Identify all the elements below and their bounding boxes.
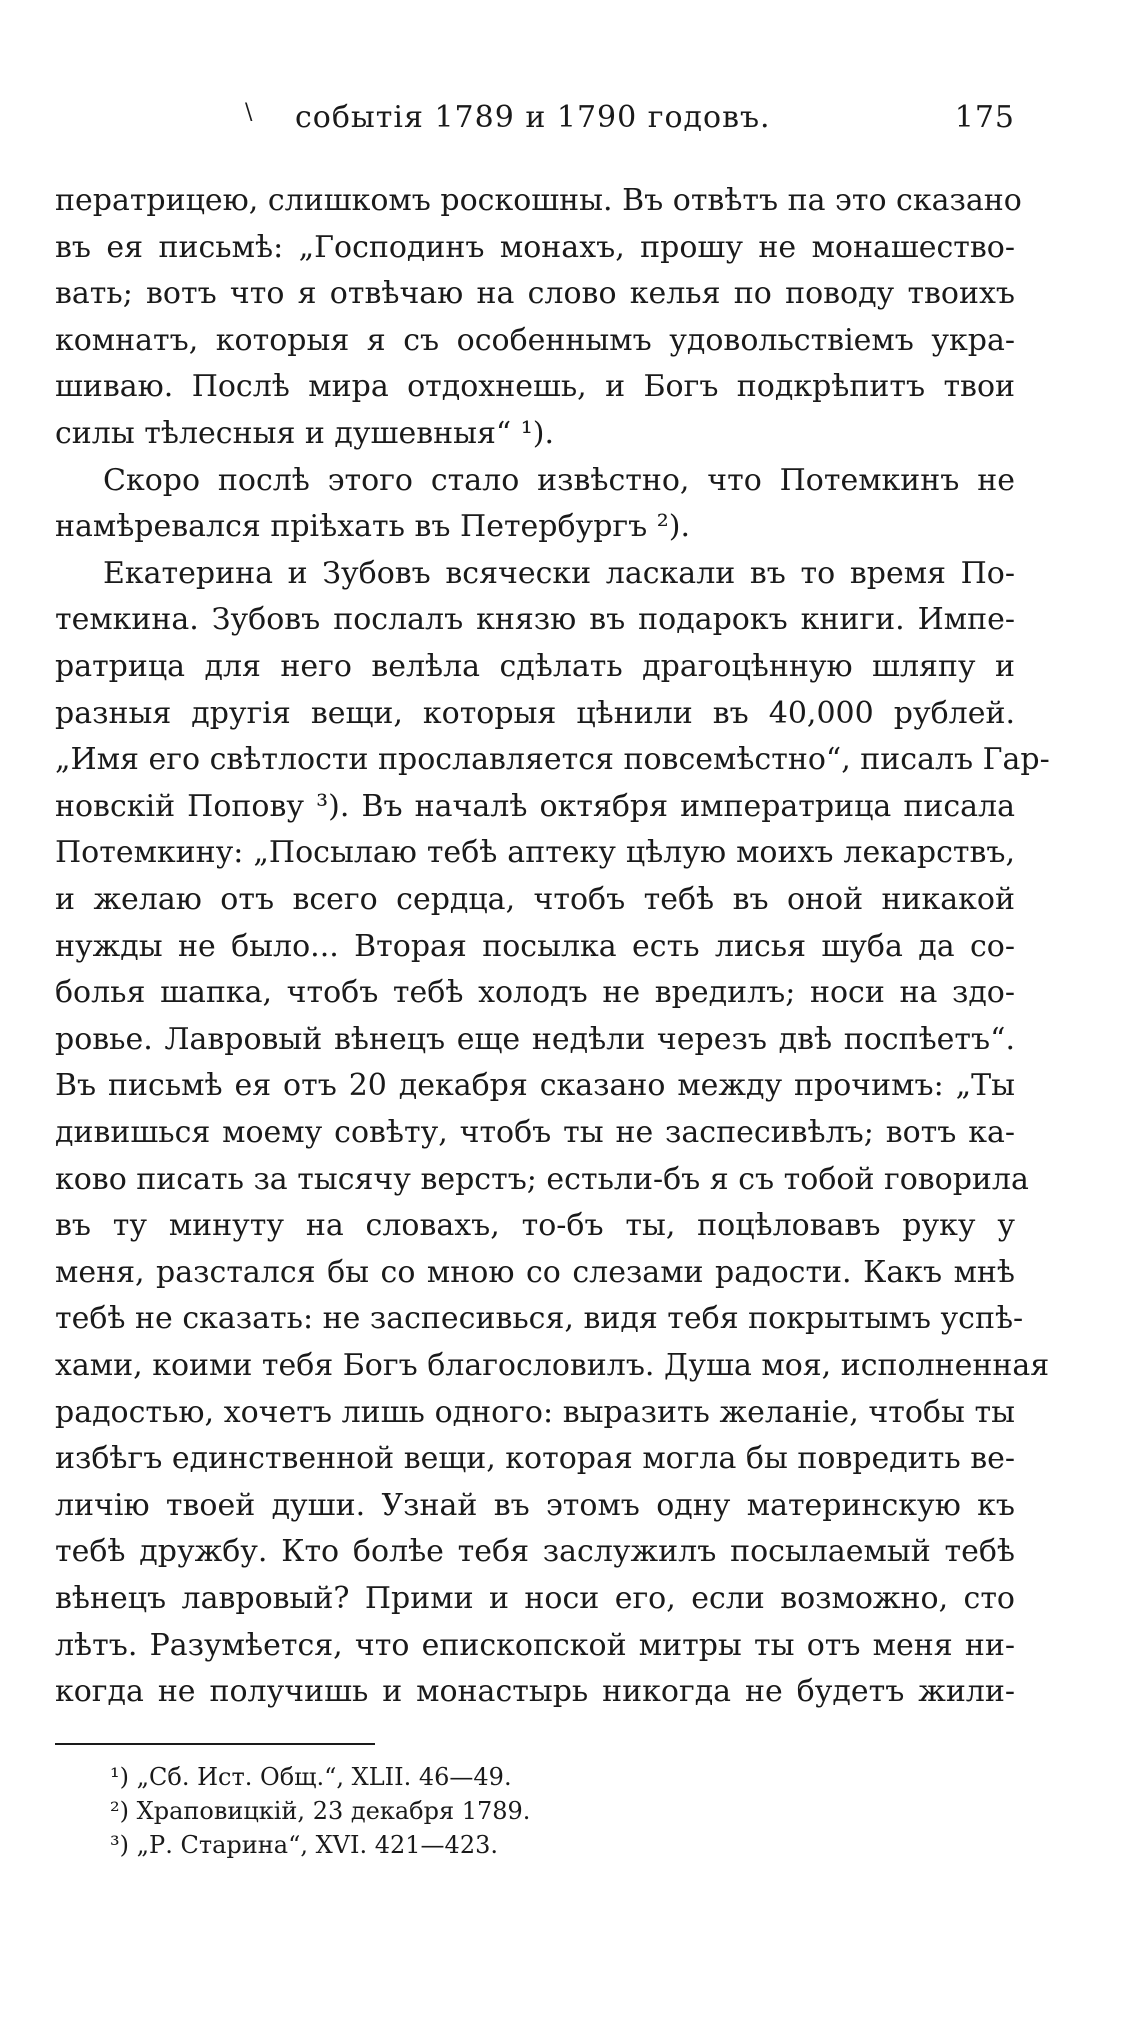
text-line: въ ея письмѣ: „Господинъ монахъ, прошу не монашество-	[55, 230, 1015, 265]
text-line: „Имя его свѣтлости прославляется повсемѣстно“, писалъ Гар-	[55, 742, 1050, 777]
text-line: ператрицею, слишкомъ роскошны. Въ отвѣтъ па это сказано	[55, 183, 1022, 218]
text-line: болья шапка, чтобъ тебѣ холодъ не вредилъ; носи на здо-	[55, 975, 1015, 1010]
text-line: тебѣ дружбу. Кто болѣе тебя заслужилъ посылаемый тебѣ	[55, 1534, 1015, 1569]
text-line: комнатъ, которыя я съ особеннымъ удовольствіемъ укра-	[55, 323, 1015, 358]
text-line: въ ту минуту на словахъ, то-бъ ты, поцѣловавъ руку у	[55, 1208, 1015, 1243]
text-line: радостью, хочетъ лишь одного: выразить желаніе, чтобы ты	[55, 1395, 1015, 1430]
text-line: лѣтъ. Разумѣется, что епископской митры ты отъ меня ни-	[55, 1628, 1015, 1663]
footnote: ³) „Р. Старина“, XVI. 421—423.	[110, 1831, 498, 1859]
text-line: личію твоей души. Узнай въ этомъ одну материнскую къ	[55, 1488, 1015, 1523]
text-line: разныя другія вещи, которыя цѣнили въ 40,000 рублей.	[55, 696, 1015, 731]
page-number: 175	[954, 100, 1015, 135]
footnotes	[110, 1760, 530, 1862]
text-line: ровье. Лавровый вѣнецъ еще недѣли черезъ двѣ поспѣетъ“.	[55, 1022, 1015, 1057]
text-line: намѣревался пріѣхать въ Петербургъ ²).	[55, 509, 691, 544]
text-line: силы тѣлесныя и душевныя“ ¹).	[55, 416, 555, 451]
text-line: шиваю. Послѣ мира отдохнешь, и Богъ подкрѣпитъ твои	[55, 369, 1015, 404]
running-title: событія 1789 и 1790 годовъ.	[295, 100, 771, 135]
footnote: ²) Храповицкій, 23 декабря 1789.	[110, 1797, 531, 1825]
text-line: когда не получишь и монастырь никогда не будетъ жили-	[55, 1674, 1015, 1709]
text-line: тебѣ не сказать: не заспесивься, видя тебя покрытымъ успѣ-	[55, 1301, 1024, 1336]
text-line: вать; вотъ что я отвѣчаю на слово келья по поводу твоихъ	[55, 276, 1015, 311]
text-line: нужды не было... Вторая посылка есть лисья шуба да со-	[55, 929, 1015, 964]
text-line: ково писать за тысячу верстъ; естьли-бъ я съ тобой говорила	[55, 1162, 1029, 1197]
text-line: ратрица для него велѣла сдѣлать драгоцѣнную шляпу и	[55, 649, 1015, 684]
header-mark: \	[245, 100, 254, 125]
text-line: Скоро послѣ этого стало извѣстно, что Потемкинъ не	[103, 463, 1015, 498]
footnote-divider	[55, 1743, 375, 1745]
text-line: хами, коими тебя Богъ благословилъ. Душа моя, исполненная	[55, 1348, 1050, 1383]
text-line: и желаю отъ всего сердца, чтобъ тебѣ въ оной никакой	[55, 882, 1015, 917]
text-line: избѣгъ единственной вещи, которая могла бы повредить ве-	[55, 1441, 1015, 1476]
footnote: ¹) „Сб. Ист. Общ.“, XLII. 46—49.	[110, 1763, 512, 1791]
text-line: темкина. Зубовъ послалъ князю въ подарокъ книги. Импе-	[55, 602, 1015, 637]
text-line: меня, разстался бы со мною со слезами радости. Какъ мнѣ	[55, 1255, 1015, 1290]
text-line: Потемкину: „Посылаю тебѣ аптеку цѣлую моихъ лекарствъ,	[55, 835, 1015, 870]
text-line: Екатерина и Зубовъ всячески ласкали въ то время По-	[103, 556, 1015, 591]
text-line: вѣнецъ лавровый? Прими и носи его, если возможно, сто	[55, 1581, 1015, 1616]
text-line: Въ письмѣ ея отъ 20 декабря сказано между прочимъ: „Ты	[55, 1068, 1015, 1103]
text-line: дивишься моему совѣту, чтобъ ты не заспесивѣлъ; вотъ ка-	[55, 1115, 1015, 1150]
page-header	[55, 100, 1015, 140]
text-line: новскій Попову ³). Въ началѣ октября императрица писала	[55, 789, 1015, 824]
